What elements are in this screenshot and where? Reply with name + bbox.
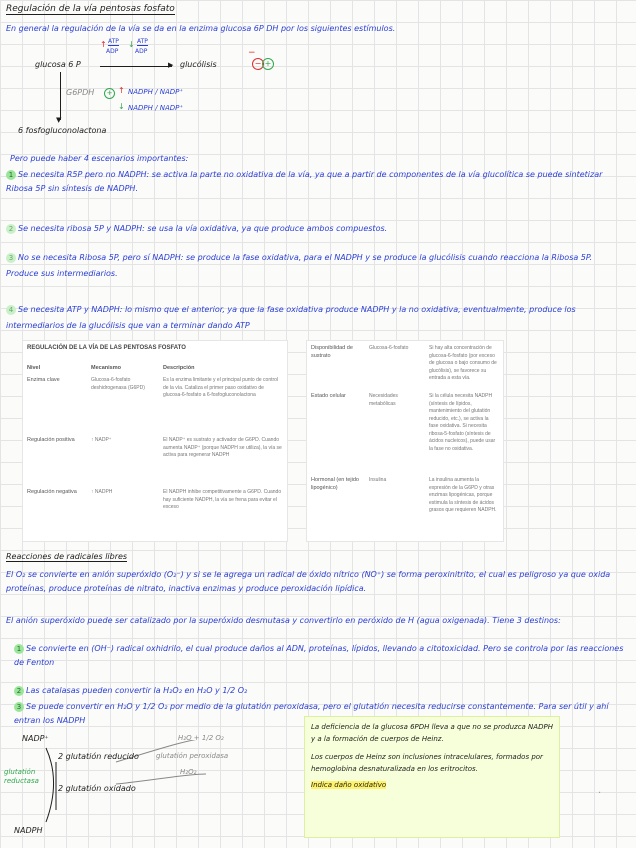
atp-label-2: ATP — [137, 38, 148, 45]
g6pdh-label: G6PDH — [66, 88, 95, 97]
row-4-nivel: Disponibilidad de sustrato — [311, 345, 353, 359]
down-green-arrow-icon: ↓ — [118, 102, 125, 111]
adp-label-2: ADP — [135, 48, 148, 55]
nadph-label: NADPH — [14, 826, 43, 835]
header-nivel: Nivel — [27, 365, 41, 371]
green-arrow-icon: ↓ — [128, 40, 135, 49]
destiny-1 — [14, 642, 626, 670]
row-3-mecanismo: ↑ NADPH — [91, 489, 113, 495]
row-2-mecanismo: ↑ NADP⁺ — [91, 437, 112, 443]
h2o2-label: H₂O₂ — [180, 768, 197, 776]
nadp-label: NADP⁺ — [22, 734, 49, 743]
row-2-nivel: Regulación positiva — [27, 437, 75, 443]
up-arrow-icon: ↑ — [118, 86, 125, 95]
header-mecanismo: Mecanismo — [91, 365, 121, 371]
glutathione-reductase-label: glutatión reductasa — [4, 768, 39, 785]
regulation-table-right — [306, 340, 504, 542]
row-4-descripcion: Si hay alta concentración de glucosa-6-fosfato (por exceso de glucosa o bajo consumo de glucólisis), se favorece su entrada a esta vía. — [429, 345, 497, 381]
row-3-descripcion: El NADPH inhibe competitivamente a G6PD. Cuando hay suficiente NADPH, la vía se frena para evitar el exceso — [163, 489, 282, 510]
radicals-title: Reacciones de radicales libres — [6, 552, 128, 561]
row-3-nivel: Regulación negativa — [27, 489, 77, 495]
row-6-nivel: Hormonal (en tejido lipogénico) — [311, 477, 359, 491]
number-2-icon: 2 — [6, 224, 16, 234]
end-product-label: 6 fosfogluconolactona — [18, 126, 107, 135]
glutathione-reduced: 2 glutatión reducido — [58, 752, 139, 761]
note-line-2: Los cuerpos de Heinz son inclusiones intracelulares, formados por hemoglobina desnaturalizada en los eritrocitos. — [311, 753, 543, 773]
regulation-table-left — [22, 340, 288, 542]
atp-label-1: ATP — [108, 38, 119, 45]
number-3-icon: 3 — [14, 702, 24, 712]
row-1-descripcion: Es la enzima limitante y el principal punto de control de la vía. Cataliza el primer paso oxidativo de glucosa-6-fosfato a 6-fosfogluconolactona — [163, 377, 279, 398]
scenario-2 — [6, 222, 624, 236]
glutathione-peroxidase-label: glutatión peroxidasa — [156, 752, 229, 760]
water-oxygen-label: H₂O + 1/2 O₂ — [178, 734, 224, 742]
minus-sign: − — [248, 48, 256, 58]
page-dot: · — [598, 788, 602, 799]
scenario-4-text: Se necesita ATP y NADPH: lo mismo que el anterior, ya que la fase oxidativa produce NADPH y la no oxidativa, eventualmente, produce los intermediarios de la glucólisis que van a terminar dando ATP — [6, 305, 576, 330]
arrow-head-icon: ▶ — [168, 61, 174, 69]
nadph-down-label: NADPH / NADP⁺ — [128, 104, 184, 112]
vertical-arrow-line — [60, 72, 61, 120]
scenario-3-text: No se necesita Ribosa 5P, pero sí NADPH: se produce la fase oxidativa, para el NADPH y se produce la glucólisis cuando reacciona la Ribosa 5P. Produce sus intermediarios. — [6, 253, 593, 278]
row-5-nivel: Estado celular — [311, 393, 346, 399]
number-1-icon: 1 — [6, 170, 16, 180]
page-title: Regulación de la vía pentosas fosfato — [6, 4, 175, 14]
row-4-mecanismo: Glucosa-6-fosfato — [369, 345, 409, 351]
scenario-4 — [6, 302, 624, 334]
row-5-descripcion: Si la célula necesita NADPH (síntesis de lípidos, mantenimiento del glutatión reducido, etc.), se activa la fase oxidativa. Si necesita ribosa-5-fosfato (síntesis de ácidos nucleicos), puede usar la fase no oxidativa. — [429, 393, 496, 452]
row-1-nivel: Enzima clave — [27, 377, 60, 383]
glutathione-oxidized: 2 glutatión oxidado — [58, 784, 136, 793]
radicals-p2: El anión superóxido puede ser catalizado por la superóxido desmutasa y convertirlo en peróxido de H (agua oxigenada). Tiene 3 destinos: — [6, 616, 561, 625]
note-line-3: Indica daño oxidativo — [311, 781, 387, 789]
adp-label-1: ADP — [106, 48, 119, 55]
row-5-mecanismo: Necesidades metabólicas — [369, 393, 398, 407]
scenarios-intro: Pero puede haber 4 escenarios importantes: — [10, 154, 189, 163]
destiny-1-text: Se convierte en (OH⁻) radical oxhidrilo, el cual produce daños al ADN, proteínas, lípidos, llevando a citotoxicidad. Pero se controla por las reacciones de Fenton — [14, 644, 624, 667]
scenario-1-text: Se necesita R5P pero no NADPH: se activa la parte no oxidativa de la vía, ya que a partir de componentes de la vía glucolítica se puede sintetizar Ribosa 5P sin síntesis de NADPH. — [6, 170, 603, 193]
header-descripcion: Descripción — [163, 365, 195, 371]
red-arrow-icon: ↑ — [100, 40, 107, 49]
row-6-mecanismo: Insulina — [369, 477, 387, 483]
scenario-3 — [6, 250, 624, 282]
number-3-icon: 3 — [6, 253, 16, 263]
destiny-3-text: Se puede convertir en H₂O y 1/2 O₂ por medio de la glutatión peroxidasa, pero el glutatión necesita reducirse constantemente. Para ser útil y ahí entran los NADPH — [14, 702, 609, 725]
heinz-bodies-note — [304, 716, 560, 838]
glucose-6p-label: glucosa 6 P — [35, 60, 81, 69]
row-2-descripcion: El NADP⁺ es sustrato y activador de G6PD. Cuando aumenta NADP⁺ (porque NADPH se utiliza), la vía se activa para regenerar NADPH — [163, 437, 282, 458]
number-2-icon: 2 — [14, 686, 24, 696]
destiny-2-text: Las catalasas pueden convertir la H₂O₂ en H₂O y 1/2 O₂ — [26, 686, 248, 695]
scenario-2-text: Se necesita ribosa 5P y NADPH: se usa la vía oxidativa, ya que produce ambos compuestos. — [18, 224, 388, 233]
table-title: REGULACIÓN DE LA VÍA DE LAS PENTOSAS FOSFATO — [27, 345, 186, 351]
radicals-p1: El O₂ se convierte en anión superóxido (O₂⁻) y si se le agrega un radical de óxido nítrico (NO⁺) se forma peroxinitrito, el cual es peligroso ya que oxida proteínas, produce proteínas de nitrato, inactiva enzimas y produce peroxidación lipídica. — [6, 570, 611, 593]
activation-circle-icon: + — [262, 58, 274, 70]
g6pdh-activation-icon: + — [104, 88, 115, 99]
arrow-line — [100, 66, 172, 67]
number-4-icon: 4 — [6, 305, 16, 315]
inhibition-circle-icon: − — [252, 58, 264, 70]
scenario-1 — [6, 168, 624, 196]
row-1-mecanismo: Glucosa-6-fosfato deshidrogenasa (G6PD) — [91, 377, 145, 391]
number-1-icon: 1 — [14, 644, 24, 654]
intro-text: En general la regulación de la vía se da en la enzima glucosa 6P DH por los siguientes estímulos. — [6, 24, 396, 33]
down-arrow-icon: ▼ — [56, 116, 62, 124]
note-line-1: La deficiencia de la glucosa 6PDH lleva a que no se produzca NADPH y a la formación de cuerpos de Heinz. — [311, 723, 553, 743]
row-6-descripcion: La insulina aumenta la expresión de la G6PD y otras enzimas lipogénicas, porque estimula la síntesis de ácidos grasos que requieren NADPH. — [429, 477, 497, 513]
nadph-up-label: NADPH / NADP⁺ — [128, 88, 184, 96]
glycolysis-label: glucólisis — [180, 60, 217, 69]
destiny-2 — [14, 684, 626, 698]
